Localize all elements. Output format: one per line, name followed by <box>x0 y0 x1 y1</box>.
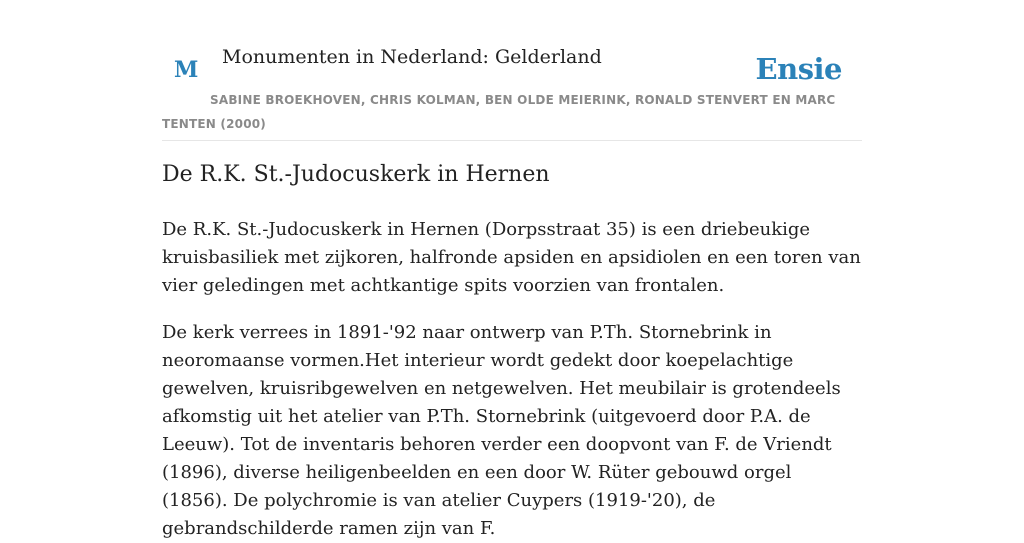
page <box>162 0 862 539</box>
book-header <box>162 0 862 141</box>
article-paragraph-2: De kerk verrees in 1891-'92 naar ontwerp van P.Th. Stornebrink in neoromaanse vormen.Het interieur wordt gedekt door koepelachtige gewelven, kruisribgewelven en netgewelven. Het meubilair is grotendeels afkomstig uit het atelier van P.Th. Stornebrink (uitgevoerd door P.A. de Leeuw). Tot de inventaris behoren verder een doopvont van F. de Vriendt (1896), diverse heiligenbeelden en een door W. Rüter gebouwd orgel (1856). De polychromie is van atelier Cuypers (1919-'20), de gebrandschilderde ramen zijn van F. <box>162 322 841 539</box>
ensie-logo[interactable]: Ensie <box>755 52 842 86</box>
book-title[interactable]: Monumenten in Nederland: Gelderland <box>222 46 602 68</box>
article-title: De R.K. St.-Judocuskerk in Hernen <box>162 162 550 187</box>
article-paragraph-1: De R.K. St.-Judocuskerk in Hernen (Dorpsstraat 35) is een driebeukige kruisbasiliek met zijkoren, halfronde apsiden en apsidiolen en een toren van vier geledingen met achtkantige spits voorzien van frontalen. <box>162 219 861 296</box>
book-logo-icon[interactable]: M <box>174 57 199 83</box>
book-authors: SABINE BROEKHOVEN, CHRIS KOLMAN, BEN OLDE MEIERINK, RONALD STENVERT EN MARC TENTEN (2000) <box>162 93 836 131</box>
